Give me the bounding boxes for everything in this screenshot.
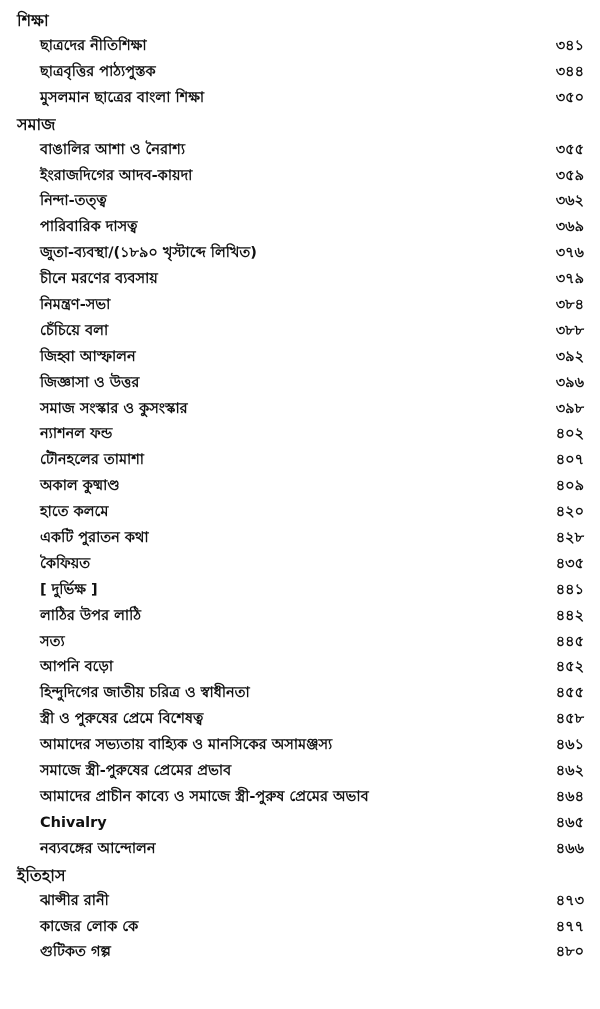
- entry-title: সমাজ সংস্কার ও কুসংস্কার: [40, 400, 188, 417]
- toc-entry: [0, 500, 600, 526]
- entry-page-number: ৪৫২: [555, 659, 584, 676]
- toc-entry: [0, 889, 600, 915]
- toc-entry: [0, 759, 600, 785]
- entry-title: Chivalry: [40, 814, 107, 831]
- entry-page-number: ৪৫৫: [555, 685, 584, 702]
- entry-page-number: ৪০৯: [555, 478, 584, 495]
- entry-page-number: ৩৭৯: [555, 271, 584, 288]
- section-heading: ইতিহাস: [17, 865, 66, 885]
- toc-entry: [0, 915, 600, 941]
- toc-entry: [0, 138, 600, 164]
- toc-entry: [0, 189, 600, 215]
- entry-title: ন্যাশনল ফন্ড: [40, 426, 113, 443]
- entry-title: সমাজে স্ত্রী-পুরুষের প্রেমের প্রভাব: [40, 763, 232, 780]
- toc-entry: [0, 422, 600, 448]
- toc-entry: [0, 630, 600, 656]
- entry-title: [ দুর্ভিক্ষ ]: [40, 581, 98, 598]
- entry-page-number: ৪৪১: [555, 581, 584, 598]
- toc-entry: [0, 86, 600, 112]
- entry-title: ছাত্রবৃত্তির পাঠ্যপুস্তক: [40, 63, 156, 80]
- entry-title: জিজ্ঞাসা ও উত্তর: [40, 374, 140, 391]
- entry-page-number: ৪০২: [555, 426, 584, 443]
- entry-title: নব্যবঙ্গের আন্দোলন: [40, 840, 156, 857]
- toc-entry: [0, 474, 600, 500]
- toc-entry: [0, 345, 600, 371]
- entry-title: আপনি বড়ো: [40, 659, 114, 676]
- entry-title: চীনে মরণের ব্যবসায়: [40, 271, 158, 288]
- entry-page-number: ৪৪৫: [555, 633, 584, 650]
- toc-entry: [0, 811, 600, 837]
- entry-page-number: ৪৬১: [555, 737, 584, 754]
- entry-title: একটি পুরাতন কথা: [40, 530, 149, 547]
- toc-entry: [0, 448, 600, 474]
- entry-title: বাঙালির আশা ও নৈরাশ্য: [40, 141, 186, 158]
- entry-page-number: ৪৬৫: [555, 814, 584, 831]
- section-heading: সমাজ: [17, 114, 56, 134]
- entry-title: স্ত্রী ও পুরুষের প্রেমে বিশেষত্ব: [40, 711, 204, 728]
- toc-entry: [0, 604, 600, 630]
- toc-entry: [0, 940, 600, 966]
- entry-title: কৈফিয়ত: [40, 555, 91, 572]
- entry-title: হিন্দুদিগের জাতীয় চরিত্র ও স্বাধীনতা: [40, 685, 250, 702]
- entry-title: হাতে কলমে: [40, 504, 109, 521]
- entry-page-number: ৩৯২: [555, 348, 584, 365]
- entry-page-number: ৩৫৫: [555, 141, 584, 158]
- toc-entry: [0, 267, 600, 293]
- toc-entry: [0, 837, 600, 863]
- entry-page-number: ৪৭৩: [555, 892, 584, 909]
- toc-entry: [0, 785, 600, 811]
- entry-page-number: ৪০৭: [555, 452, 584, 469]
- toc-entry: [0, 578, 600, 604]
- toc-entry: [0, 397, 600, 423]
- toc-entry: [0, 707, 600, 733]
- entry-page-number: ৪৩৫: [555, 555, 584, 572]
- entry-title: মুসলমান ছাত্রের বাংলা শিক্ষা: [40, 89, 205, 106]
- toc-entry: [0, 293, 600, 319]
- entry-page-number: ৪৪২: [555, 607, 584, 624]
- entry-title: ঝান্সীর রানী: [40, 892, 109, 909]
- entry-page-number: ৩৫৯: [555, 167, 584, 184]
- entry-page-number: ৩৭৬: [555, 245, 584, 262]
- entry-page-number: ৩৪৪: [555, 63, 584, 80]
- entry-page-number: ৩৮৪: [555, 297, 584, 314]
- entry-page-number: ৪৫৮: [555, 711, 584, 728]
- entry-page-number: ৪৮০: [555, 944, 584, 961]
- toc-entry: [0, 164, 600, 190]
- entry-page-number: ৪৬৬: [555, 840, 584, 857]
- toc-entry: [0, 526, 600, 552]
- toc-entry: [0, 241, 600, 267]
- toc-entry: [0, 655, 600, 681]
- toc-entry: [0, 552, 600, 578]
- table-of-contents: [0, 8, 600, 966]
- entry-page-number: ৩৯৬: [555, 374, 584, 391]
- entry-page-number: ৪৭৭: [555, 918, 584, 935]
- entry-page-number: ৩৬২: [555, 193, 584, 210]
- entry-page-number: ৪২০: [555, 504, 584, 521]
- entry-title: পারিবারিক দাসত্ব: [40, 219, 138, 236]
- entry-title: নিমন্ত্রণ-সভা: [40, 297, 111, 314]
- toc-entry: [0, 371, 600, 397]
- toc-entry: [0, 319, 600, 345]
- toc-entry: [0, 681, 600, 707]
- entry-title: গুটিকত গল্প: [40, 944, 111, 961]
- entry-page-number: ৪৬২: [555, 763, 584, 780]
- entry-page-number: ৪২৮: [555, 530, 584, 547]
- entry-title: অকাল কুষ্মাণ্ড: [40, 478, 120, 495]
- entry-title: সত্য: [40, 633, 65, 650]
- entry-title: ইংরাজদিগের আদব-কায়দা: [40, 167, 193, 184]
- entry-title: জিহ্বা আস্ফালন: [40, 348, 136, 365]
- toc-entry: [0, 733, 600, 759]
- toc-entry: [0, 215, 600, 241]
- toc-entry: [0, 34, 600, 60]
- entry-page-number: ৩৯৮: [555, 400, 584, 417]
- entry-page-number: ৩৫০: [555, 89, 584, 106]
- entry-page-number: ৩৪১: [555, 38, 584, 54]
- entry-page-number: ৩৮৮: [555, 322, 584, 339]
- toc-entry: [0, 60, 600, 86]
- entry-title: আমাদের প্রাচীন কাব্যে ও সমাজে স্ত্রী-পুরুষ প্রেমের অভাব: [40, 788, 369, 805]
- entry-title: চেঁচিয়ে বলা: [40, 322, 109, 339]
- entry-title: লাঠির উপর লাঠি: [40, 607, 141, 624]
- entry-title: টৌনহলের তামাশা: [40, 452, 144, 469]
- entry-page-number: ৪৬৪: [555, 788, 584, 805]
- entry-title: নিন্দা-তত্ত্ব: [40, 193, 107, 210]
- entry-page-number: ৩৬৯: [555, 219, 584, 236]
- entry-title: আমাদের সভ্যতায় বাহ্যিক ও মানসিকের অসামঞ্জস্য: [40, 737, 333, 754]
- entry-title: কাজের লোক কে: [40, 918, 139, 935]
- entry-title: ছাত্রদের নীতিশিক্ষা: [40, 38, 147, 54]
- section-heading: শিক্ষা: [17, 11, 49, 30]
- entry-title: জুতা-ব্যবস্থা/(১৮৯০ খৃস্টাব্দে লিখিত): [40, 245, 257, 262]
